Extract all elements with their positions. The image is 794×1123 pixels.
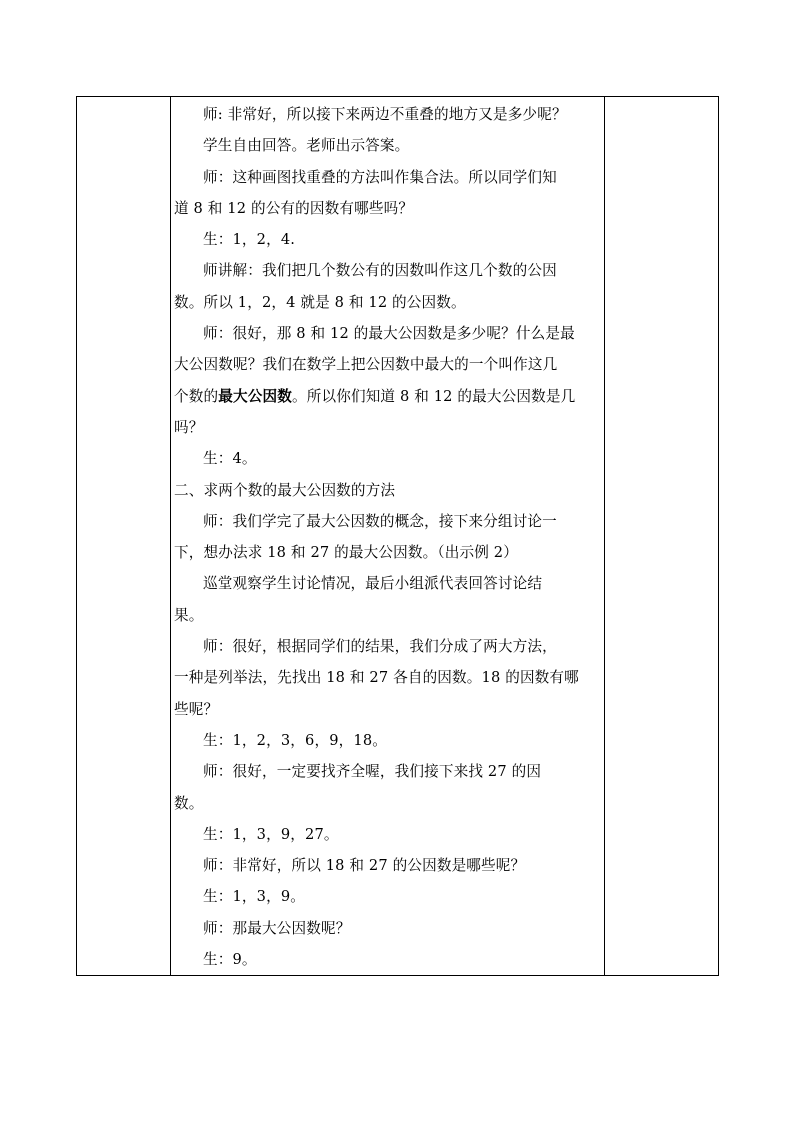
text-segment: 。所以你们知道 8 和 12 的最大公因数是几 (291, 387, 576, 405)
bold-term: 最大公因数 (218, 387, 292, 405)
text-line: 师：这种画图找重叠的方法叫作集合法。所以同学们知 (203, 168, 557, 186)
content-column-cell (171, 97, 605, 976)
text-line: 数。所以 1，2，4 就是 8 和 12 的公因数。 (174, 293, 466, 311)
text-line: 生：4。 (203, 450, 257, 468)
section-heading: 二、求两个数的最大公因数的方法 (174, 481, 396, 499)
text-line: 师：非常好，所以 18 和 27 的公因数是哪些呢？ (203, 857, 526, 875)
text-line: 师：很好，一定要找齐全喔，我们接下来找 27 的因 (203, 763, 542, 781)
text-segment: 个数的 (174, 387, 219, 405)
text-line-with-bold-term (174, 381, 601, 412)
text-line: 师：很好，那 8 和 12 的最大公因数是多少呢？什么是最 (203, 325, 575, 343)
text-line: 道 8 和 12 的公有的因数有哪些吗？ (174, 199, 414, 217)
text-line: 数。 (174, 794, 204, 812)
text-line: 师：我们学完了最大公因数的概念，接下来分组讨论一 (203, 512, 557, 530)
text-line: 生：1，2，3，6，9，18。 (203, 731, 387, 749)
table-row (77, 97, 719, 976)
text-line: 大公因数呢？我们在数学上把公因数中最大的一个叫作这几 (174, 356, 558, 374)
lesson-content (171, 97, 604, 975)
text-line: 巡堂观察学生讨论情况，最后小组派代表回答讨论结 (203, 575, 543, 593)
text-line: 些呢？ (174, 700, 219, 718)
left-column-cell (77, 97, 171, 976)
text-line: 下，想办法求 18 和 27 的最大公因数。（出示例 2） (174, 544, 518, 562)
text-line: 师：很好，根据同学们的结果，我们分成了两大方法， (203, 638, 557, 656)
text-line: 生：1，3，9，27。 (203, 825, 339, 843)
text-line: 师: 非常好，所以接下来两边不重叠的地方又是多少呢？ (203, 106, 567, 123)
text-line: 生：9。 (203, 951, 257, 969)
text-line: 一种是列举法，先找出 18 和 27 各自的因数。18 的因数有哪 (174, 669, 579, 687)
right-column-cell (605, 97, 719, 976)
text-line: 生：1，2，4. (203, 231, 296, 249)
text-line: 师讲解：我们把几个数公有的因数叫作这几个数的公因 (203, 262, 557, 280)
lesson-plan-table (76, 96, 719, 976)
text-line: 生：1，3，9。 (203, 888, 306, 906)
text-line: 果。 (174, 606, 204, 624)
text-line: 师：那最大公因数呢？ (203, 919, 351, 937)
text-line: 学生自由回答。老师出示答案。 (203, 137, 410, 155)
text-line: 吗？ (174, 418, 204, 436)
